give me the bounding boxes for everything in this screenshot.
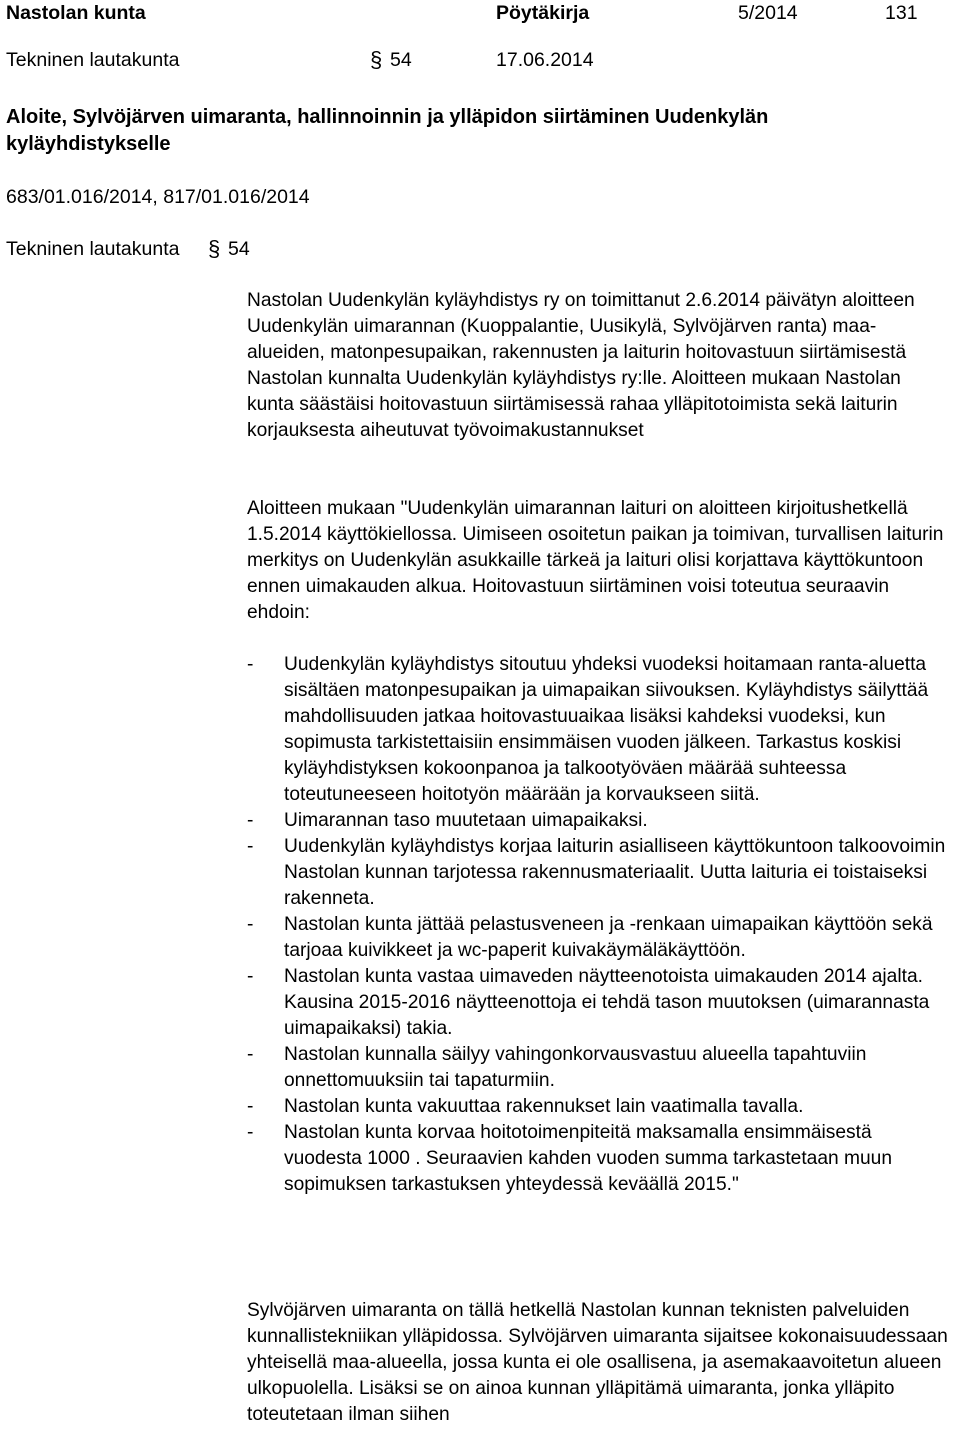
paragraph-text: Sylvöjärven uimaranta on tällä hetkellä Nastolan kunnan teknisten palveluiden kunnallistekniikan ylläpidossa. Sylvöjärven uimaranta sijaitsee kokonaisuudessaan yhteisellä maa-alueella, jossa kunta ei ole osallisena, ja asemakaavoitetun alueen ulkopuolella. Lisäksi se on ainoa kunnan ylläpitämä uimaranta, jonka ylläpito toteutetaan ilman siihen [247,1300,948,1425]
list-dash: - [247,654,254,675]
paragraph-text: Nastolan Uudenkylän kyläyhdistys ry on toimittanut 2.6.2014 päivätyn aloitteen Uudenkylän uimarannan (Kuoppalantie, Uusikylä, Sylvöjärven ranta) maa-alueiden, matonpesupaikan, rakennusten ja laiturin hoitovastuun siirtämisestä Nastolan kunnalta Uudenkylän kyläyhdistys ry:lle. Aloitteen mukaan Nastolan kunta säästäisi hoitovastuun siirtämisessä rahaa ylläpitotoimista sekä laiturin korjauksesta aiheutuvat työvoimakustannukset [247,290,915,441]
list-item [247,1120,953,1198]
reference-numbers: 683/01.016/2014, 817/01.016/2014 [6,186,310,208]
list-dash: - [247,1044,254,1065]
conditions-list [247,652,953,1198]
page-number: 131 [885,2,918,24]
list-item [247,652,953,808]
list-item [247,808,953,834]
body-paragraph-3 [247,1298,953,1428]
list-item [247,1042,953,1094]
item-title: Aloite, Sylvöjärven uimaranta, hallinnoinnin ja ylläpidon siirtäminen Uudenkylän kyläyhdistykselle [6,106,769,155]
list-item-text: Nastolan kunta vastaa uimaveden näytteenotoista uimakauden 2014 ajalta. Kausina 2015-2016 näytteenottoja ei tehdä tason muutoksen (uimarannasta uimapaikaksi) takia. [284,966,930,1039]
sub-committee-name: Tekninen lautakunta [6,238,180,260]
sub-section-number: 54 [228,238,250,260]
list-item [247,912,953,964]
list-dash: - [247,810,254,831]
list-dash: - [247,1122,254,1143]
list-dash: - [247,966,254,987]
document-number: 5/2014 [738,2,798,24]
section-sign-icon: § [370,47,383,72]
body-paragraph-2 [247,496,953,626]
list-item-text: Nastolan kunta jättää pelastusveneen ja -renkaan uimapaikan käyttöön sekä tarjoaa kuivikkeet ja wc-paperit kuivakäymäläkäyttöön. [284,914,933,961]
list-item-text: Uudenkylän kyläyhdistys korjaa laiturin asialliseen käyttökuntoon talkoovoimin Nastolan kunnan tarjotessa rakennusmateriaalit. Uutta laituria ei toistaiseksi rakenneta. [284,836,946,909]
list-dash: - [247,914,254,935]
section-sign-icon: § [208,236,221,261]
list-item-text: Nastolan kunta vakuuttaa rakennukset lain vaatimalla tavalla. [284,1096,804,1117]
section-number: 54 [390,49,412,71]
list-item-text: Uimarannan taso muutetaan uimapaikaksi. [284,810,648,831]
list-item-text: Nastolan kunnalla säilyy vahingonkorvausvastuu alueella tapahtuviin onnettomuuksiin tai tapaturmiin. [284,1044,867,1091]
list-item [247,834,953,912]
list-item [247,1094,953,1120]
list-dash: - [247,1096,254,1117]
org-name: Nastolan kunta [6,2,146,24]
list-dash: - [247,836,254,857]
list-item [247,964,953,1042]
meeting-date: 17.06.2014 [496,49,594,71]
list-item-text: Nastolan kunta korvaa hoitotoimenpiteitä maksamalla ensimmäisestä vuodesta 1000 . Seuraavien kahden vuoden summa tarkastetaan muun sopimuksen tarkastuksen yhteydessä keväällä 2015." [284,1122,893,1195]
paragraph-text: Aloitteen mukaan "Uudenkylän uimarannan laituri on aloitteen kirjoitushetkellä 1.5.2014 käyttökiellossa. Uimiseen osoitetun paikan ja toimivan, turvallisen laiturin merkitys on Uudenkylän asukkaille tärkeä ja laituri olisi korjattava käyttökuntoon ennen uimakauden alkua. Hoitovastuun siirtäminen voisi toteutua seuraavin ehdoin: [247,498,944,623]
list-item-text: Uudenkylän kyläyhdistys sitoutuu yhdeksi vuodeksi hoitamaan ranta-aluetta sisältäen matonpesupaikan ja uimapaikan siivouksen. Kyläyhdistys säilyttää mahdollisuuden jatkaa hoitovastuuaikaa lisäksi kahdeksi vuodeksi, kun sopimusta tarkistettaisiin ensimmäisen vuoden jälkeen. Tarkastus koskisi kyläyhdistyksen kokoonpanoa ja talkootyöväen määrää suhteessa toteutuneeseen hoitotyön määrään ja korvaukseen siitä. [284,654,929,805]
document-type: Pöytäkirja [496,2,590,24]
body-paragraph-1 [247,288,953,444]
committee-name: Tekninen lautakunta [6,49,180,71]
